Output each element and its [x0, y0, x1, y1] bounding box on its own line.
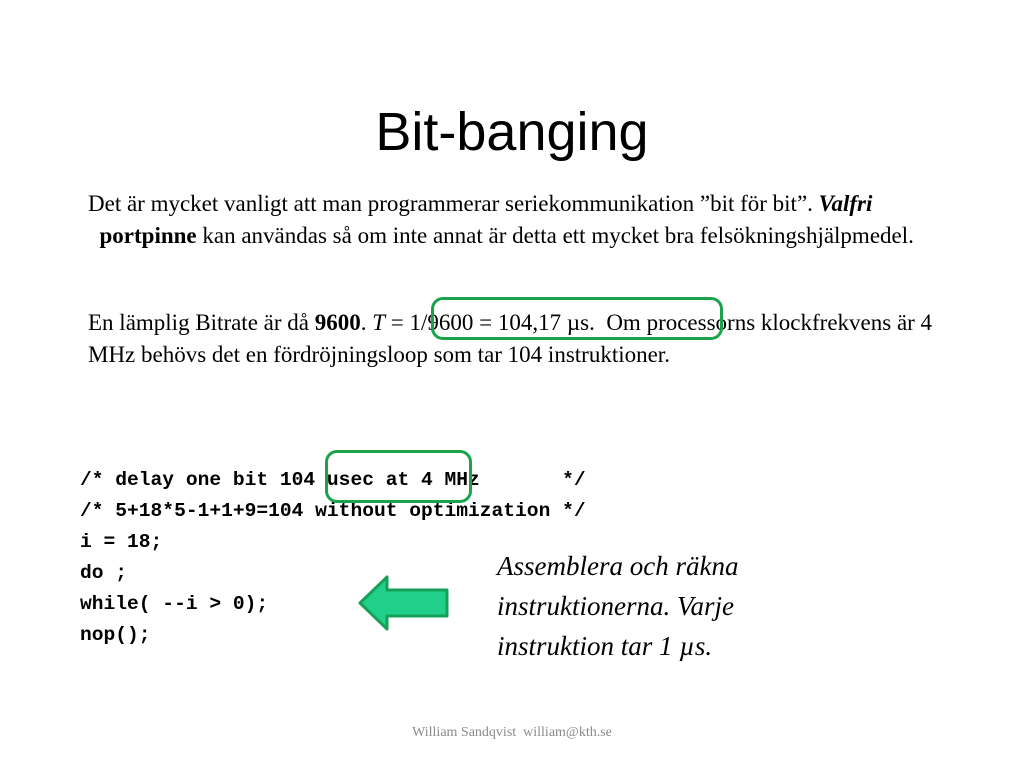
code-line: while( --i > 0); — [80, 593, 269, 615]
code-line: i = 18; — [80, 531, 163, 553]
intro-emphasis-valfri: Valfri — [818, 191, 873, 216]
left-arrow-icon — [357, 573, 451, 633]
intro-emphasis-portpinne: portpinne — [99, 223, 197, 248]
intro-text-start: Det är mycket vanligt att man programmerar seriekommunikation ”bit för bit”. — [88, 191, 819, 216]
left-arrow-shape — [360, 577, 447, 629]
intro-text-end: kan användas så om inte annat är detta ett mycket bra felsökningshjälpmedel. — [196, 223, 914, 248]
intro-paragraph — [88, 188, 938, 252]
bitrate-text-start: En lämplig Bitrate är då — [88, 310, 315, 335]
usec-highlight-box — [325, 450, 472, 503]
footer-author: William Sandqvist william@kth.se — [412, 725, 612, 740]
code-line: do ; — [80, 562, 128, 584]
period-symbol: T — [372, 310, 386, 335]
bitrate-value: 9600 — [314, 310, 361, 335]
slide-title: Bit-banging — [375, 102, 649, 162]
code-line: nop(); — [80, 624, 151, 646]
period-highlight-box — [431, 297, 723, 340]
assembly-note: Assemblera och räkna instruktionerna. Varje instruktion tar 1 µs. — [497, 551, 739, 661]
bitrate-text-end: = 1/9600 = 104,17 µs. Om processorns klockfrekvens är 4 MHz behövs det en fördröjningsloop som tar 104 instruktioner. — [88, 310, 938, 367]
bitrate-text-mid: . — [360, 310, 373, 335]
code-line: /* delay one bit 104 usec at 4 MHz */ — [80, 469, 586, 491]
code-line: /* 5+18*5-1+1+9=104 without optimization */ — [80, 500, 586, 522]
intro-space — [88, 223, 100, 248]
